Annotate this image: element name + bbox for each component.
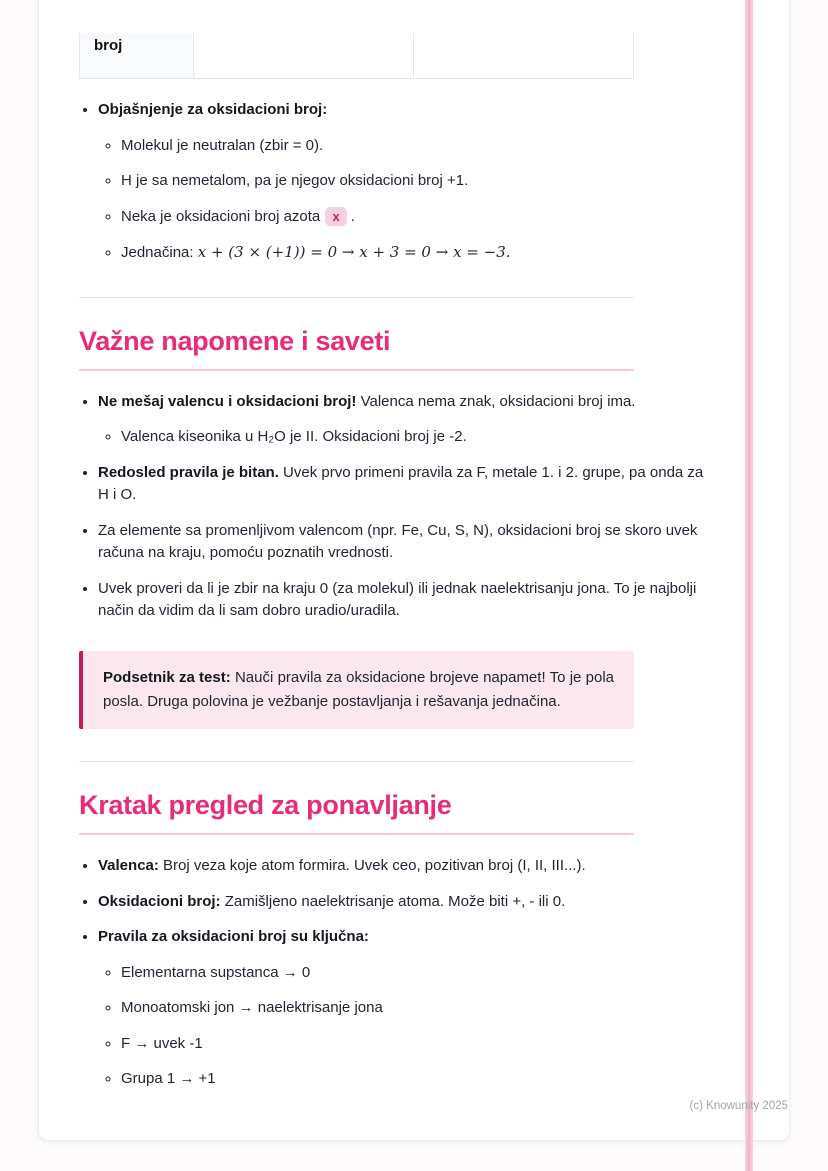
item-text: Uvek proveri da li je zbir na kraju 0 (za molekul) ili jednak naelektrisanju jona. To je najbolji način da vidim da li sam dobro uradio/uradila. [98,579,697,620]
item-text: Valenca nema znak, oksidacioni broj ima. [356,392,636,410]
item-bold-lead: Pravila za oksidacioni broj su ključna: [98,928,369,946]
badge-item-pre: Neka je oksidacioni broj azota [121,207,325,225]
item-bold-lead: Oksidacioni broj: [98,892,221,910]
sub-list [98,962,711,1091]
list-item [98,520,711,565]
item-bold-lead: Ne mešaj valencu i oksidacioni broj! [98,392,357,410]
list-item [98,855,711,878]
sub-list-item: ◦ Grupa 1 → +1 [121,1068,711,1091]
table-cell-empty-2 [414,33,634,78]
sub-list [98,426,711,449]
review-list [79,855,711,1091]
list-item [98,926,711,1091]
item-bold-lead: Redosled pravila je bitan. [98,463,279,481]
notes-list [79,391,711,623]
item-text: Broj veza koje atom formira. Uvek ceo, pozitivan broj (I, II, III...). [158,857,586,875]
inline-badge-x: x [325,207,346,227]
list-item [98,391,711,449]
sub-list-item-badge [121,206,711,229]
item-bold-lead: Valenca: [98,857,159,875]
equation-text: x + (3 × (+1)) = 0 → x + 3 = 0 → x = −3. [197,243,511,261]
sub-list-item: ◦ H je sa nemetalom, pa je njegov oksidacioni broj +1. [121,170,711,193]
table-fragment [79,33,634,79]
explanation-sub-list [98,135,711,265]
table-cell-broj: broj [79,33,194,78]
sub-list-item: ◦ Molekul je neutralan (zbir = 0). [121,135,711,158]
section-heading-wrap-napomene [79,326,634,371]
sub-list-item-equation [121,241,711,265]
list-item [98,462,711,507]
callout-text: Nauči pravila za oksidacione brojeve napamet! To je pola posla. Druga polovina je vežbanje postavljanja i rešavanja jednačina. [103,668,614,710]
list-item [98,891,711,914]
notes-content [39,0,751,1124]
table-cell-empty-1 [194,33,414,78]
section-divider [79,297,634,298]
item-text: Zamišljeno naelektrisanje atoma. Može biti +, - ili 0. [220,892,566,910]
sub-list-item: ◦ Elementarna supstanca → 0 [121,962,711,985]
list-item-explanation-lead [98,99,711,265]
badge-item-post: . [350,207,355,225]
section-divider [79,761,634,762]
section-heading-kratak-pregled: Kratak pregled za ponavljanje [79,790,452,821]
item-text: Za elemente sa promenljivom valencom (npr. Fe, Cu, S, N), oksidacioni broj se skoro uvek računa na kraju, pomoću poznatih vrednosti. [98,521,698,562]
section-heading-wrap-pregled [79,790,634,835]
copyright-text: (c) Knowunity 2025 [689,1100,788,1112]
list-item [98,578,711,623]
item-text: Uvek prvo primeni pravila za F, metale 1. i 2. grupe, pa onda za H i O. [98,463,704,504]
notes-card [38,0,790,1141]
explanation-list [79,99,711,265]
equation-label: Jednačina: [121,244,198,261]
sub-list-item: ◦ Monoatomski jon → naelektrisanje jona [121,997,711,1020]
callout-bold-lead: Podsetnik za test: [103,668,231,686]
sub-list-item: ◦ Valenca kiseonika u H₂O je II. Oksidacioni broj je -2. [121,426,711,449]
section-heading-vazne-napomene: Važne napomene i saveti [79,325,391,356]
sub-list-item: ◦ F → uvek -1 [121,1033,711,1056]
callout-reminder [79,651,634,730]
page-edge-bar [745,0,753,1171]
item-bold-lead: Objašnjenje za oksidacioni broj: [98,101,328,118]
